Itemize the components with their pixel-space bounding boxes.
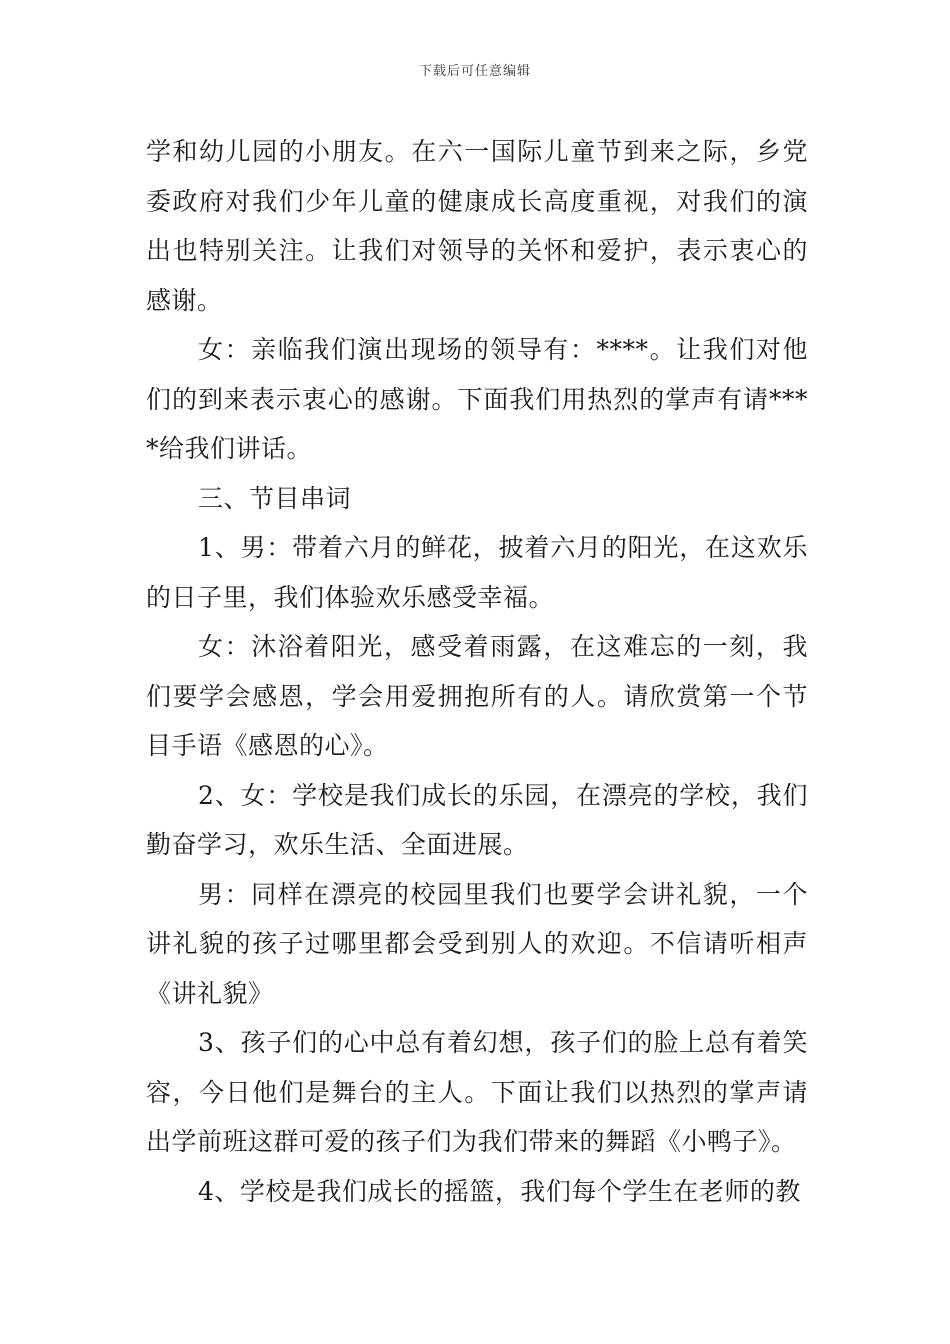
paragraph-1: 学和幼儿园的小朋友。在六一国际儿童节到来之际，乡党委政府对我们少年儿童的健康成长高度重视，对我们的演出也特别关注。让我们对领导的关怀和爱护，表示衷心的感谢。 (146, 137, 808, 315)
paragraph-5: 2、女：学校是我们成长的乐园，在漂亮的学校，我们勤奋学习，欢乐生活、全面进展。 (146, 780, 808, 859)
paragraph-3: 1、男：带着六月的鲜花，披着六月的阳光，在这欢乐的日子里，我们体验欢乐感受幸福。 (146, 533, 808, 612)
paragraph-4: 女：沐浴着阳光，感受着雨露，在这难忘的一刻，我们要学会感恩，学会用爱拥抱所有的人。请欣赏第一个节目手语《感恩的心》。 (146, 632, 808, 760)
paragraph-6: 男：同样在漂亮的校园里我们也要学会讲礼貌，一个讲礼貌的孩子过哪里都会受到别人的欢迎。不信请听相声《讲礼貌》 (146, 879, 808, 1008)
paragraph-8: 4、学校是我们成长的摇篮，我们每个学生在老师的教 (198, 1176, 801, 1206)
section-heading: 三、节目串词 (198, 483, 352, 513)
page-header: 下载后可任意编辑 (418, 64, 531, 79)
paragraph-2: 女：亲临我们演出现场的领导有：****。让我们对他们的到来表示衷心的感谢。下面我们用热烈的掌声有请****给我们讲话。 (146, 335, 808, 463)
paragraph-7: 3、孩子们的心中总有着幻想，孩子们的脸上总有着笑容，今日他们是舞台的主人。下面让我们以热烈的掌声请出学前班这群可爱的孩子们为我们带来的舞蹈《小鸭子》。 (146, 1028, 808, 1156)
document-body (146, 127, 808, 1216)
